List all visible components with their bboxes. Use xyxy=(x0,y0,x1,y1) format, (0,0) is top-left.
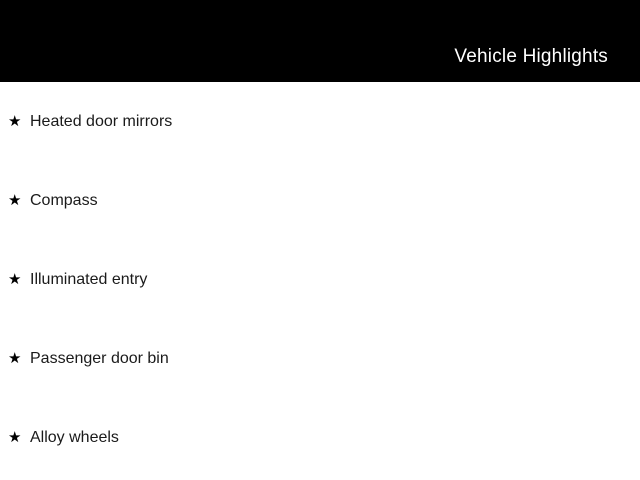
list-item xyxy=(0,319,640,398)
star-bullet-icon: ★ xyxy=(8,350,22,367)
star-bullet-icon: ★ xyxy=(8,271,22,288)
header-band xyxy=(0,0,640,82)
star-bullet-icon: ★ xyxy=(8,192,22,209)
list-item xyxy=(0,240,640,319)
feature-label: Passenger door bin xyxy=(30,350,169,367)
star-bullet-icon: ★ xyxy=(8,429,22,446)
feature-label: Alloy wheels xyxy=(30,429,119,446)
page-title: Vehicle Highlights xyxy=(454,46,608,67)
star-bullet-icon: ★ xyxy=(8,113,22,130)
list-item xyxy=(0,398,640,477)
feature-label: Compass xyxy=(30,192,98,209)
feature-label: Illuminated entry xyxy=(30,271,148,288)
feature-label: Heated door mirrors xyxy=(30,113,173,130)
list-item xyxy=(0,161,640,240)
vehicle-highlights-list xyxy=(0,82,640,480)
list-item xyxy=(0,82,640,161)
